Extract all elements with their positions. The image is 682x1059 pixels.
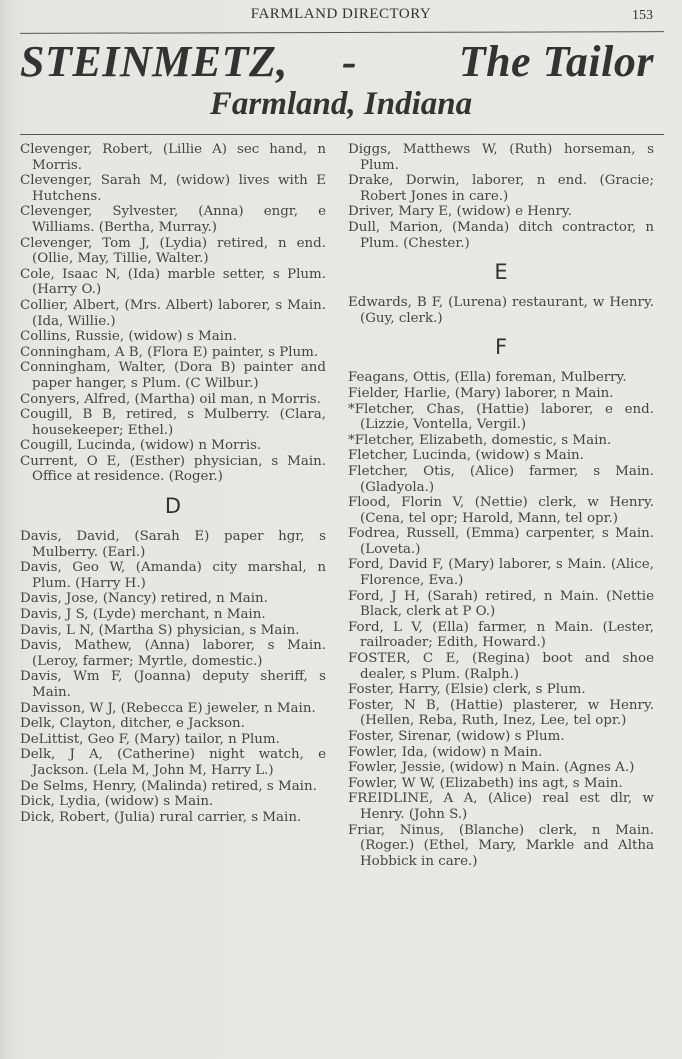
directory-entry: Conningham, A B, (Flora E) painter, s Plum.: [20, 344, 319, 360]
directory-entry: Davis, David, (Sarah E) paper hgr, s Mulberry. (Earl.): [20, 529, 326, 560]
directory-entry: *Fletcher, Elizabeth, domestic, s Main.: [348, 432, 612, 448]
advertisement-rule: [20, 134, 664, 135]
d-entries: [20, 529, 326, 825]
directory-entry: Flood, Florin V, (Nettie) clerk, w Henry. (Cena, tel opr; Harold, Mann, tel opr.): [348, 495, 654, 526]
d-entries-continued: [348, 142, 654, 251]
directory-entry: DeLittist, Geo F, (Mary) tailor, n Plum.: [20, 731, 280, 747]
directory-entry: Dull, Marion, (Manda) ditch contractor, n Plum. (Chester.): [348, 219, 654, 251]
directory-entry: Conyers, Alfred, (Martha) oil man, n Morris.: [20, 391, 321, 407]
directory-entry: Friar, Ninus, (Blanche) clerk, n Main. (Roger.) (Ethel, Mary, Markle and Altha Hobbick in care.): [348, 822, 654, 869]
directory-entry: Clevenger, Robert, (Lillie A) sec hand, n Morris.: [20, 142, 326, 173]
directory-entry: Ford, David F, (Mary) laborer, s Main. (Alice, Florence, Eva.): [348, 557, 654, 589]
directory-entry: Drake, Dorwin, laborer, n end. (Gracie; Robert Jones in care.): [348, 173, 654, 204]
directory-entry: Davisson, W J, (Rebecca E) jeweler, n Main.: [20, 700, 316, 716]
ad-business-name: STEINMETZ,: [20, 37, 288, 86]
directory-entry: Driver, Mary E, (widow) e Henry.: [348, 204, 572, 220]
directory-entry: Ford, L V, (Ella) farmer, n Main. (Lester, railroader; Edith, Howard.): [348, 619, 654, 651]
directory-entry: Diggs, Matthews W, (Ruth) horseman, s Plum.: [348, 142, 654, 173]
c-entries: [20, 142, 326, 485]
directory-entry: Ford, J H, (Sarah) retired, n Main. (Nettie Black, clerk at P O.): [348, 588, 654, 620]
directory-entry: Davis, Geo W, (Amanda) city marshal, n Plum. (Harry H.): [20, 560, 326, 591]
header-rule: [20, 31, 664, 34]
directory-entry: Fowler, Ida, (widow) n Main.: [348, 744, 543, 760]
directory-entry: Delk, Clayton, ditcher, e Jackson.: [20, 716, 245, 732]
directory-entry: Cougill, Lucinda, (widow) n Morris.: [20, 438, 262, 454]
ad-trade: The Tailor: [458, 37, 654, 86]
right-column: [348, 142, 654, 869]
directory-entry: De Selms, Henry, (Malinda) retired, s Main.: [20, 778, 317, 794]
ad-location: Farmland, Indiana: [209, 86, 473, 122]
directory-entry: Fletcher, Otis, (Alice) farmer, s Main. (Gladyola.): [348, 463, 654, 495]
directory-entry: Dick, Lydia, (widow) s Main.: [20, 794, 214, 810]
directory-entry: Davis, Mathew, (Anna) laborer, s Main. (Leroy, farmer; Myrtle, domestic.): [20, 638, 326, 669]
directory-entry: Foster, N B, (Hattie) plasterer, w Henry. (Hellen, Reba, Ruth, Inez, Lee, tel opr.): [348, 697, 654, 729]
directory-entry: Edwards, B F, (Lurena) restaurant, w Henry. (Guy, clerk.): [348, 295, 654, 326]
left-column: [20, 142, 326, 825]
section-heading-e: E: [494, 260, 508, 285]
directory-entry: Clevenger, Sylvester, (Anna) engr, e Williams. (Bertha, Murray.): [20, 204, 326, 235]
directory-entry: Delk, J A, (Catherine) night watch, e Jackson. (Lela M, John M, Harry L.): [20, 747, 326, 778]
page-number: 153: [632, 8, 653, 23]
directory-entry: FREIDLINE, A A, (Alice) real est dlr, w Henry. (John S.): [348, 791, 654, 822]
directory-entry: *Fletcher, Chas, (Hattie) laborer, e end. (Lizzie, Vontella, Vergil.): [348, 401, 654, 433]
directory-entry: Fielder, Harlie, (Mary) laborer, n Main.: [348, 385, 614, 401]
directory-entry: Fowler, W W, (Elizabeth) ins agt, s Main.: [348, 775, 623, 791]
directory-entry: Fowler, Jessie, (widow) n Main. (Agnes A.): [348, 760, 635, 776]
directory-entry: Current, O E, (Esther) physician, s Main. Office at residence. (Roger.): [20, 453, 326, 485]
directory-entry: Clevenger, Sarah M, (widow) lives with E Hutchens.: [20, 173, 326, 204]
e-entries: [348, 295, 654, 326]
directory-entry: Cole, Isaac N, (Ida) marble setter, s Plum. (Harry O.): [20, 266, 326, 298]
section-heading-d: D: [164, 494, 182, 519]
directory-entry: Fletcher, Lucinda, (widow) s Main.: [348, 448, 584, 464]
directory-entry: Cougill, B B, retired, s Mulberry. (Clara, housekeeper; Ethel.): [20, 407, 326, 438]
directory-entry: Foster, Harry, (Elsie) clerk, s Plum.: [348, 682, 586, 698]
directory-entry: FOSTER, C E, (Regina) boot and shoe dealer, s Plum. (Ralph.): [348, 651, 654, 682]
directory-entry: Collins, Russie, (widow) s Main.: [20, 329, 237, 345]
advertisement-banner: [0, 36, 682, 88]
f-entries: [348, 370, 654, 869]
directory-entry: Davis, Wm F, (Joanna) deputy sheriff, s Main.: [20, 669, 326, 700]
directory-entry: Fodrea, Russell, (Emma) carpenter, s Main. (Loveta.): [348, 526, 654, 557]
directory-entry: Clevenger, Tom J, (Lydia) retired, n end. (Ollie, May, Tillie, Walter.): [20, 235, 326, 267]
directory-entry: Foster, Sirenar, (widow) s Plum.: [348, 729, 565, 744]
directory-entry: Dick, Robert, (Julia) rural carrier, s Main.: [20, 809, 302, 825]
running-title: FARMLAND DIRECTORY: [250, 6, 432, 22]
section-heading-f: F: [494, 335, 508, 360]
directory-entry: Feagans, Ottis, (Ella) foreman, Mulberry.: [348, 370, 627, 386]
directory-entry: Davis, Jose, (Nancy) retired, n Main.: [20, 591, 268, 607]
directory-entry: Davis, L N, (Martha S) physician, s Main.: [20, 622, 300, 638]
directory-entry: Davis, J S, (Lyde) merchant, n Main.: [20, 607, 266, 623]
directory-entry: Collier, Albert, (Mrs. Albert) laborer, s Main. (Ida, Willie.): [20, 297, 326, 329]
directory-entry: Conningham, Walter, (Dora B) painter and paper hanger, s Plum. (C Wilbur.): [20, 360, 326, 391]
ad-dash: -: [342, 37, 358, 86]
running-head: [0, 6, 682, 26]
